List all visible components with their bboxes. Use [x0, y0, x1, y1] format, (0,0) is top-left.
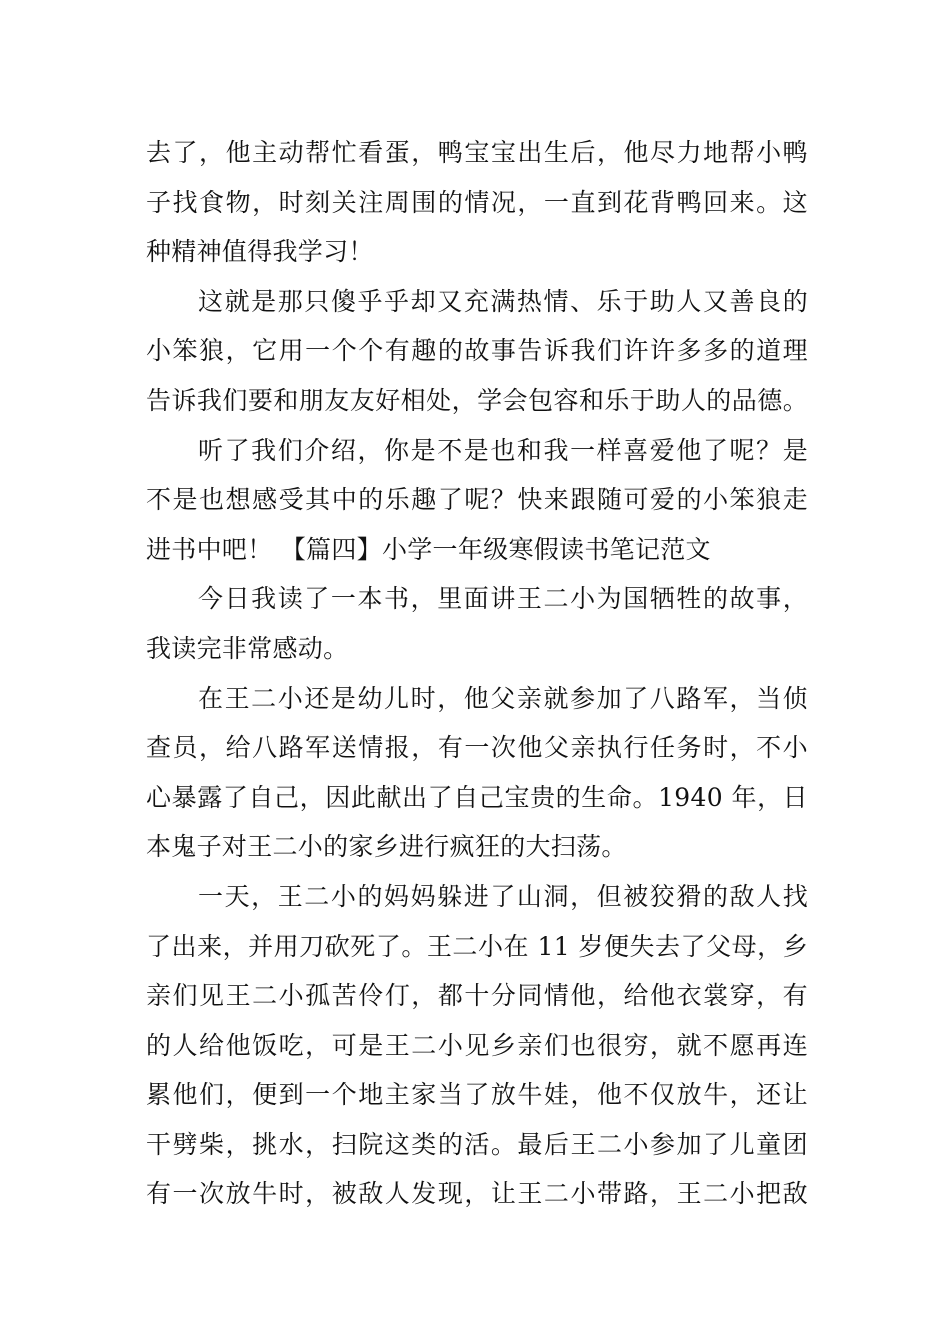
- body-text: [146, 128, 808, 1219]
- text-line: 的人给他饭吃，可是王二小见乡亲们也很穷，就不愿再连: [146, 1030, 808, 1060]
- text-line: 告诉我们要和朋友友好相处，学会包容和乐于助人的品德。: [146, 385, 808, 415]
- text-line: 这就是那只傻乎乎却又充满热情、乐于助人又善良的: [198, 286, 808, 316]
- text-line: 今日我读了一本书，里面讲王二小为国牺牲的故事，: [198, 584, 808, 614]
- text-line: 有一次放牛时，被敌人发现，让王二小带路，王二小把敌: [146, 1179, 808, 1209]
- text-line: 子找食物，时刻关注周围的情况，一直到花背鸭回来。这: [146, 187, 808, 217]
- text-line: 了出来，并用刀砍死了。王二小在 11 岁便失去了父母，乡: [146, 931, 808, 961]
- text-line: 在王二小还是幼儿时，他父亲就参加了八路军，当侦: [198, 683, 808, 713]
- text-line: 听了我们介绍，你是不是也和我一样喜爱他了呢？是: [198, 435, 808, 465]
- text-line: 小笨狼，它用一个个有趣的故事告诉我们许许多多的道理: [146, 336, 808, 366]
- text-line: 种精神值得我学习！: [146, 237, 374, 267]
- text-line: 累他们，便到一个地主家当了放牛娃，他不仅放牛，还让: [146, 1080, 808, 1110]
- text-line: 一天，王二小的妈妈躲进了山洞，但被狡猾的敌人找: [198, 881, 808, 911]
- text-line: 不是也想感受其中的乐趣了呢？快来跟随可爱的小笨狼走: [146, 485, 808, 515]
- text-line: 亲们见王二小孤苦伶仃，都十分同情他，给他衣裳穿，有: [146, 981, 808, 1011]
- text-line: 查员，给八路军送情报，有一次他父亲执行任务时，不小: [146, 733, 808, 763]
- text-line: 心暴露了自己，因此献出了自己宝贵的生命。1940 年，日: [146, 782, 808, 812]
- text-line: 去了，他主动帮忙看蛋，鸭宝宝出生后，他尽力地帮小鸭: [146, 138, 808, 167]
- text-line: 干劈柴，挑水，扫院这类的活。最后王二小参加了儿童团: [146, 1129, 808, 1159]
- text-line: 进书中吧！ 【篇四】小学一年级寒假读书笔记范文: [146, 534, 711, 564]
- text-line: 我读完非常感动。: [146, 633, 349, 663]
- text-line: 本鬼子对王二小的家乡进行疯狂的大扫荡。: [146, 832, 627, 862]
